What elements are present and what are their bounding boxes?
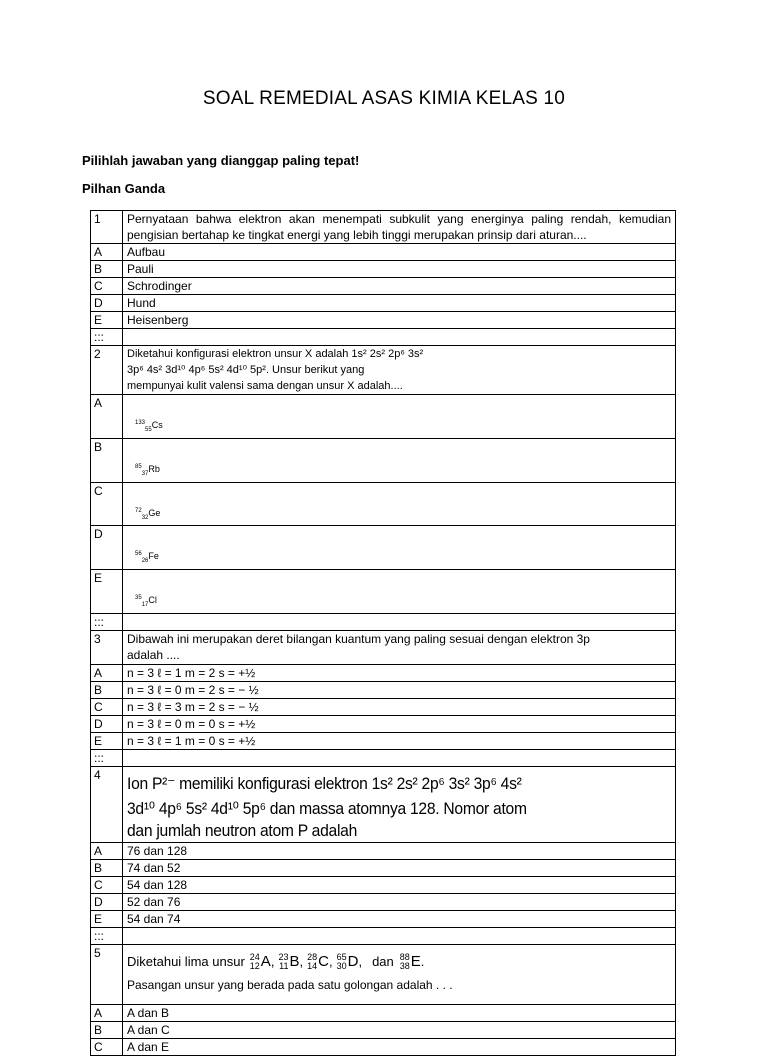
option-text: 76 dan 128 [123, 842, 676, 859]
option-label: C [91, 698, 123, 715]
option-nuclide: $^{56}_{26}$Fe [123, 526, 676, 570]
option-row [91, 664, 676, 681]
question-line: dan jumlah neutron atom P adalah [127, 820, 357, 840]
question-number: 3 [91, 630, 123, 664]
question-row [91, 346, 676, 395]
instruction-text: Pilihlah jawaban yang dianggap paling tepat! [82, 153, 360, 168]
option-text: Aufbau [123, 244, 676, 261]
option-row [91, 876, 676, 893]
separator-row [91, 613, 676, 630]
option-row [91, 261, 676, 278]
option-text: A dan B [123, 1004, 676, 1021]
option-row [91, 295, 676, 312]
element-symbol: 24 12 A , [249, 951, 275, 971]
option-row [91, 244, 676, 261]
option-label: C [91, 876, 123, 893]
option-row [91, 312, 676, 329]
option-text: A dan E [123, 1038, 676, 1055]
option-text: n = 3 ℓ = 0 m = 0 s = +½ [123, 715, 676, 732]
option-row [91, 715, 676, 732]
question-number: 4 [91, 766, 123, 842]
option-label: A [91, 244, 123, 261]
option-text: n = 3 ℓ = 0 m = 2 s = − ½ [123, 681, 676, 698]
option-text: Hund [123, 295, 676, 312]
question-row [91, 766, 676, 842]
option-label: B [91, 681, 123, 698]
option-text: n = 3 ℓ = 3 m = 2 s = − ½ [123, 698, 676, 715]
option-text: Pauli [123, 261, 676, 278]
element-symbol: 28 14 C , [307, 951, 333, 971]
question-row [91, 211, 676, 244]
option-row [91, 1004, 676, 1021]
element-symbol: 23 11 B , [278, 951, 304, 971]
question-line: adalah .... [127, 647, 180, 662]
question-text [123, 944, 676, 1004]
option-text: 54 dan 74 [123, 910, 676, 927]
option-row [91, 482, 676, 526]
question-text [123, 766, 676, 842]
option-label: D [91, 715, 123, 732]
separator-row [91, 749, 676, 766]
option-label: B [91, 1021, 123, 1038]
option-text: Heisenberg [123, 312, 676, 329]
option-label: E [91, 910, 123, 927]
question-intro: Diketahui lima unsur [127, 953, 245, 969]
option-row [91, 732, 676, 749]
separator-mark: ::: [91, 329, 123, 346]
element-list [127, 953, 671, 971]
question-line: 3p⁶ 4s² 3d¹⁰ 4p⁶ 5s² 4d¹⁰ 5p². Unsur berikut yang [127, 364, 365, 376]
option-text: 54 dan 128 [123, 876, 676, 893]
element-symbol: 65 30 D , [336, 951, 363, 971]
question-row [91, 944, 676, 1004]
option-row [91, 859, 676, 876]
option-nuclide: $^{85}_{37}$Rb [123, 438, 676, 482]
element-symbol: 88 38 E . [399, 951, 425, 971]
question-number: 2 [91, 346, 123, 395]
option-label: A [91, 395, 123, 439]
option-label: C [91, 1038, 123, 1055]
option-nuclide: $^{72}_{32}$Ge [123, 482, 676, 526]
option-label: C [91, 278, 123, 295]
question-line: 3d¹⁰ 4p⁶ 5s² 4d¹⁰ 5p⁶ dan massa atomnya 128. Nomor atom [127, 798, 527, 818]
question-line: Diketahui konfigurasi elektron unsur X adalah 1s² 2s² 2p⁶ 3s² [127, 348, 424, 360]
question-table [90, 210, 676, 1056]
question-text [123, 630, 676, 664]
option-label: A [91, 664, 123, 681]
question-text: Pernyataan bahwa elektron akan menempati subkulit yang energinya paling rendah, kemudian pengisian bertahap ke tingkat energi yang lebih tinggi merupakan prinsip dari aturan.... [123, 211, 676, 244]
option-text: Schrodinger [123, 278, 676, 295]
question-line: Dibawah ini merupakan deret bilangan kuantum yang paling sesuai dengan elektron 3p [127, 631, 590, 646]
option-row [91, 1021, 676, 1038]
separator-row [91, 927, 676, 944]
question-text [123, 346, 676, 395]
option-row [91, 910, 676, 927]
separator-mark: ::: [91, 613, 123, 630]
option-row [91, 893, 676, 910]
option-label: E [91, 312, 123, 329]
option-label: B [91, 859, 123, 876]
option-label: A [91, 842, 123, 859]
option-text: 52 dan 76 [123, 893, 676, 910]
option-row [91, 842, 676, 859]
conjunction-text: dan [372, 953, 394, 969]
document-title: SOAL REMEDIAL ASAS KIMIA KELAS 10 [202, 88, 566, 109]
option-text: 74 dan 52 [123, 859, 676, 876]
option-row [91, 278, 676, 295]
option-row [91, 681, 676, 698]
option-nuclide: $^{133}_{55}$Cs [123, 395, 676, 439]
option-label: D [91, 295, 123, 312]
separator-mark: ::: [91, 927, 123, 944]
option-label: A [91, 1004, 123, 1021]
question-line: Ion P²⁻ memiliki konfigurasi elektron 1s² 2s² 2p⁶ 3s² 3p⁶ 4s² [127, 773, 522, 793]
question-line: mempunyai kulit valensi sama dengan unsur X adalah.... [127, 380, 403, 392]
question-number: 1 [91, 211, 123, 244]
option-label: E [91, 732, 123, 749]
option-row [91, 395, 676, 439]
option-row [91, 526, 676, 570]
option-row [91, 698, 676, 715]
option-row [91, 570, 676, 614]
option-row [91, 1038, 676, 1055]
question-row [91, 630, 676, 664]
option-row [91, 438, 676, 482]
separator-row [91, 329, 676, 346]
question-line: Pasangan unsur yang berada pada satu golongan adalah . . . [127, 977, 453, 992]
option-label: B [91, 261, 123, 278]
option-label: D [91, 893, 123, 910]
separator-mark: ::: [91, 749, 123, 766]
option-text: n = 3 ℓ = 1 m = 2 s = +½ [123, 664, 676, 681]
option-label: C [91, 482, 123, 526]
option-text: n = 3 ℓ = 1 m = 0 s = +½ [123, 732, 676, 749]
option-label: B [91, 438, 123, 482]
option-nuclide: $^{35}_{17}$Cl [123, 570, 676, 614]
question-number: 5 [91, 944, 123, 1004]
section-heading: Pilhan Ganda [82, 181, 166, 196]
option-text: A dan C [123, 1021, 676, 1038]
option-label: E [91, 570, 123, 614]
option-label: D [91, 526, 123, 570]
